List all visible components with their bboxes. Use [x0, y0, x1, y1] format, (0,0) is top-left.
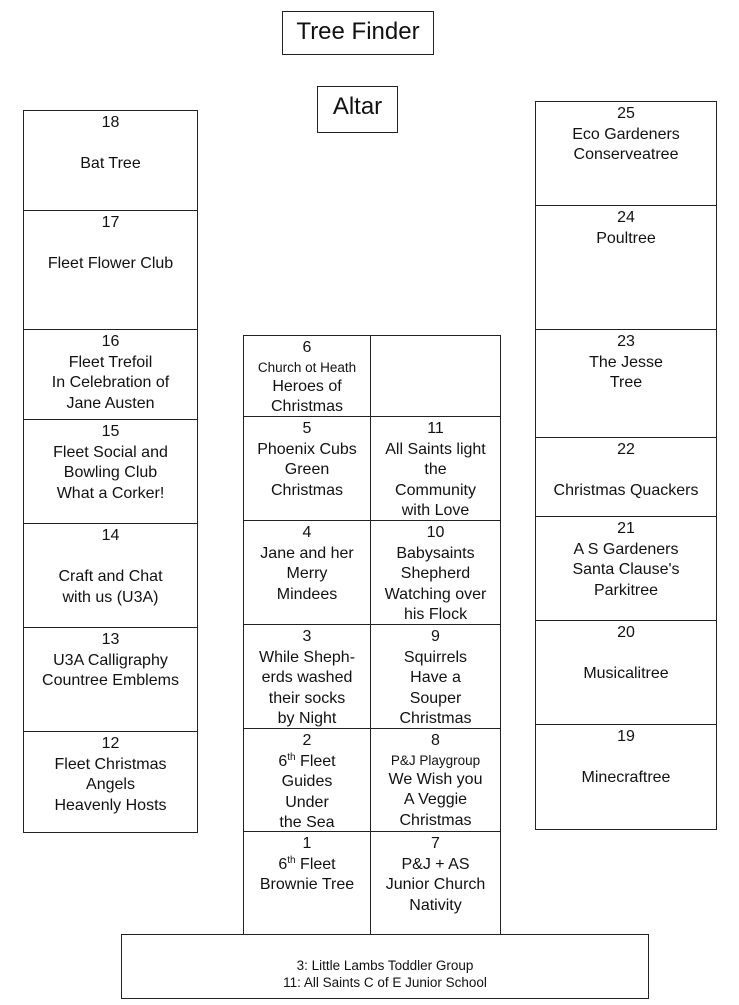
tree-number: 20: [617, 624, 635, 641]
tree-cell-24: [535, 205, 717, 330]
tree-cell-1: [243, 831, 371, 937]
tree-cell-25: [535, 101, 717, 206]
tree-name-line: Bat Tree: [80, 155, 141, 172]
tree-cell-16: [23, 329, 198, 420]
tree-name-line: Santa Clause's: [572, 561, 680, 578]
tree-number: 9: [431, 628, 440, 645]
tree-name-line: Christmas: [270, 398, 343, 415]
tree-name-line: erds washed: [261, 669, 353, 686]
tree-name-line: Merry: [286, 565, 328, 582]
footer-notes: [121, 934, 649, 999]
tree-cell-8: [370, 728, 501, 832]
tree-cell-7: [370, 831, 501, 937]
tree-name-line: A Veggie: [403, 791, 468, 808]
tree-cell-12: [23, 731, 198, 833]
tree-name-line: Guides: [281, 773, 333, 790]
tree-name-line: Souper: [409, 689, 462, 707]
tree-name-line: A S Gardeners: [573, 540, 679, 558]
tree-number: 1: [302, 835, 312, 852]
tree-name-line: his Flock: [403, 606, 468, 623]
tree-number: 23: [617, 333, 635, 350]
tree-number: 17: [101, 214, 120, 231]
tree-cell-6: [243, 335, 371, 417]
tree-cell-19: [535, 724, 717, 830]
tree-name-line: Squirrels: [403, 648, 468, 666]
tree-name-line: the Sea: [279, 814, 335, 831]
tree-name-line: [24, 134, 197, 155]
tree-name-line: Phoenix Cubs: [257, 440, 357, 458]
tree-name-line: with Love: [401, 502, 470, 519]
tree-number: 13: [101, 631, 120, 648]
tree-name-line: Brownie Tree: [259, 876, 355, 893]
page-title: Tree Finder: [282, 11, 434, 55]
ordinal-suffix: th: [287, 854, 296, 866]
tree-number: 10: [426, 524, 445, 541]
tree-cell-17: [23, 210, 198, 330]
tree-cell-2: [243, 728, 371, 832]
tree-name-line: Fleet Flower Club: [47, 255, 174, 272]
tree-name-line: U3A Calligraphy: [53, 651, 168, 669]
tree-number: 7: [431, 835, 440, 852]
tree-name-line: the: [424, 461, 447, 478]
tree-number: 2: [302, 732, 312, 749]
tree-name-line: Musicalitree: [583, 665, 669, 682]
tree-name-line: Countree Emblems: [42, 672, 179, 689]
tree-name-line: Christmas: [399, 811, 472, 829]
tree-name-line: Christmas Quackers: [553, 482, 699, 499]
tree-cell-9: [370, 624, 501, 729]
tree-number: 11: [427, 420, 444, 437]
tree-cell-empty: [370, 335, 501, 417]
tree-name-line: Craft and Chat: [58, 568, 163, 585]
tree-cell-22: [535, 437, 717, 517]
tree-name-line: Fleet Trefoil: [68, 353, 153, 371]
tree-number: 16: [101, 333, 120, 350]
tree-number: 15: [101, 423, 120, 440]
tree-cell-14: [23, 523, 198, 628]
tree-name-line: Mindees: [276, 585, 338, 603]
tree-name-line: with us (U3A): [62, 588, 159, 606]
tree-name-line: [24, 547, 197, 568]
tree-number: 25: [617, 105, 635, 122]
tree-name-line: All Saints light: [385, 440, 486, 458]
tree-cell-3: [243, 624, 371, 729]
tree-cell-4: [243, 520, 371, 625]
tree-number: 18: [101, 114, 120, 131]
tree-cell-15: [23, 419, 198, 524]
tree-name-line: Jane Austen: [66, 394, 155, 412]
tree-cell-21: [535, 516, 717, 621]
tree-cell-23: [535, 329, 717, 438]
tree-cell-10: [370, 520, 501, 625]
tree-name-line: Parkitree: [593, 581, 659, 599]
tree-name-line: Tree: [609, 374, 643, 391]
tree-name-line: Babysaints: [396, 544, 475, 562]
tree-name-line: [536, 748, 716, 769]
tree-name-line: Have a: [410, 669, 461, 686]
tree-number: 8: [431, 732, 440, 749]
tree-name-line: 6th Fleet: [278, 751, 336, 770]
tree-name-line: Fleet Christmas: [54, 755, 167, 773]
altar-label: Altar: [317, 86, 398, 133]
tree-number: 4: [302, 524, 312, 541]
tree-name-line: Community: [395, 481, 476, 499]
footer-note: 11: All Saints C of E Junior School: [283, 975, 487, 990]
tree-name-line: their socks: [268, 689, 346, 707]
tree-number: 14: [101, 527, 120, 544]
tree-cell-18: [23, 110, 198, 211]
tree-number: 24: [617, 209, 635, 226]
tree-name-line: Heroes of: [272, 377, 342, 395]
tree-sponsor: P&J Playgroup: [390, 752, 481, 768]
tree-number: 21: [617, 520, 635, 537]
tree-name-line: P&J + AS: [401, 855, 470, 873]
tree-name-line: Heavenly Hosts: [54, 796, 167, 814]
tree-name-line: Watching over: [384, 585, 487, 603]
tree-name-line: by Night: [277, 710, 337, 727]
tree-name-line: Junior Church: [385, 876, 486, 893]
tree-name-line: What a Corker!: [56, 484, 165, 502]
tree-name-line: Christmas: [270, 481, 343, 499]
tree-name-line: [24, 234, 197, 255]
tree-name-line: Conserveatree: [573, 146, 679, 163]
tree-cell-13: [23, 627, 198, 732]
tree-cell-11: [370, 416, 501, 521]
tree-name-line: Poultree: [596, 229, 656, 247]
tree-number: 19: [617, 728, 635, 745]
tree-name-line: Shepherd: [400, 565, 471, 582]
tree-number: 12: [101, 735, 120, 752]
tree-name-line: Bowling Club: [63, 464, 158, 481]
footer-note: 3: Little Lambs Toddler Group: [296, 958, 474, 973]
tree-name-line: While Sheph-: [258, 648, 356, 666]
tree-name-line: 6th Fleet: [278, 854, 336, 873]
tree-name-line: [536, 461, 716, 482]
tree-name-line: Jane and her: [260, 544, 354, 562]
tree-name-line: [536, 644, 716, 665]
tree-sponsor: Church ot Heath: [257, 359, 357, 375]
tree-cell-5: [243, 416, 371, 521]
tree-number: 22: [617, 441, 635, 458]
tree-number: 6: [302, 339, 312, 356]
tree-number: 5: [302, 420, 312, 437]
tree-name-line: Fleet Social and: [53, 443, 168, 461]
tree-name-line: Green: [284, 461, 330, 478]
tree-name-line: Eco Gardeners: [572, 125, 680, 143]
tree-name-line: In Celebration of: [51, 374, 170, 391]
tree-number: 3: [302, 628, 312, 645]
tree-name-line: Angels: [86, 776, 135, 793]
ordinal-suffix: th: [287, 751, 296, 763]
tree-name-line: The Jesse: [589, 353, 663, 371]
tree-name-line: Under: [285, 793, 329, 811]
tree-name-line: Christmas: [399, 710, 472, 727]
tree-name-line: We Wish you: [388, 770, 483, 788]
tree-cell-20: [535, 620, 717, 725]
tree-name-line: Nativity: [409, 896, 462, 914]
tree-name-line: Minecraftree: [581, 769, 671, 786]
